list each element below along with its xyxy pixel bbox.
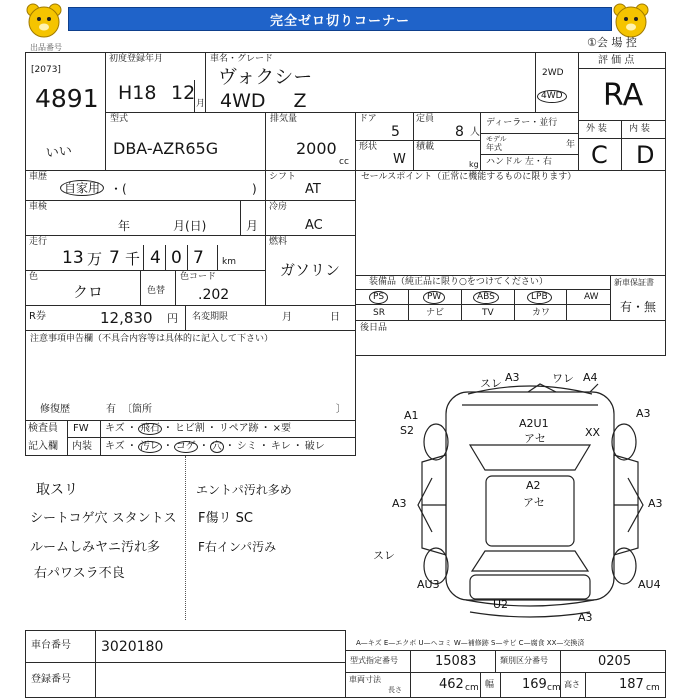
shift-label: シフト: [269, 172, 297, 182]
grid-line: [100, 420, 101, 456]
later-items-cell: [355, 320, 666, 356]
damage-label: S2: [400, 424, 414, 437]
history-rest: ・(: [110, 182, 127, 196]
grid-line: [143, 245, 144, 271]
aircon-value: AC: [305, 218, 323, 233]
separator: ・: [162, 441, 173, 452]
mileage-unit: km: [222, 257, 236, 267]
score-label: 評 価 点: [598, 55, 635, 66]
length-unit: cm: [465, 683, 479, 693]
handle-label: ハンドル 左・右: [486, 157, 552, 167]
damage-label: A3: [648, 497, 663, 510]
grid-line: [355, 289, 611, 290]
fw-item: キズ: [105, 423, 125, 434]
length-value: 462: [439, 677, 464, 692]
damage-label: U2: [493, 598, 509, 611]
fw-item: ヒビ割: [174, 423, 205, 434]
mileage-digit: 7: [193, 248, 204, 268]
grid-line: [514, 289, 515, 321]
name-change-label: 名変期限: [192, 312, 229, 322]
shape-value: W: [393, 152, 406, 167]
model-year-sublabel: 年式: [486, 143, 502, 152]
registration-month-unit: 月: [196, 99, 206, 109]
repair-history-close: 〕: [336, 404, 346, 415]
equipment-ps: PS: [369, 291, 388, 304]
windshield: [470, 445, 590, 470]
damage-label: A3: [636, 407, 651, 420]
lot-label: 出品番号: [30, 43, 62, 52]
repair-history-label: 修復歴: [40, 404, 70, 415]
rear-window: [472, 551, 588, 571]
grid-line: [480, 154, 579, 155]
mileage-digit: 7: [109, 248, 120, 268]
damage-mark: [590, 384, 598, 392]
capacity-unit: 人: [470, 127, 480, 138]
separator: ・: [258, 441, 269, 452]
inspection-cell: [25, 200, 266, 236]
lot-number: 4891: [35, 84, 99, 113]
grid-line: [355, 140, 481, 141]
length-label: 長さ: [388, 686, 402, 694]
damage-mark: [528, 384, 556, 392]
mileage-digit: 13: [62, 248, 84, 268]
grid-line: [413, 112, 414, 171]
drive-2wd: 2WD: [542, 68, 564, 78]
shift-value: AT: [305, 182, 321, 197]
drive-4wd: 4WD: [537, 90, 567, 103]
rear-hatch: [470, 575, 590, 599]
notes-label: 注意事項申告欄（不具合内容等は具体的に記入して下さい）: [30, 334, 274, 344]
grid-line: [461, 289, 462, 321]
separator: ・: [198, 441, 209, 452]
history-label: 車歴: [29, 172, 48, 182]
grid-line: [140, 270, 141, 306]
interior-item: キレ: [270, 441, 291, 452]
inspector-label: 検査員: [28, 423, 58, 434]
dealer-label: ディーラー・並行: [486, 118, 558, 128]
warranty-value: 有・無: [620, 300, 657, 314]
interior-item: キズ: [105, 441, 125, 452]
damage-label: XX: [585, 426, 601, 439]
interior-grade: D: [636, 141, 655, 169]
drive-cell: [535, 52, 579, 113]
exterior-grade: C: [591, 141, 608, 169]
interior-item: 穴: [211, 441, 222, 452]
recycle-amount: 12,830: [100, 309, 153, 327]
door-count: 5: [391, 124, 400, 140]
damage-label: A4: [583, 371, 598, 384]
car-name-label: 車名・グレード: [210, 54, 274, 64]
height-label: 高さ: [564, 680, 580, 689]
fuel-value: ガソリン: [280, 261, 341, 279]
equipment-aw: AW: [584, 292, 599, 302]
chassis-label: 車台番号: [31, 640, 71, 651]
model-value: DBA-AZR65G: [113, 139, 219, 158]
equipment-lpb: LPB: [527, 291, 552, 304]
car-name: ヴォクシー: [218, 66, 313, 88]
history-close: ): [252, 182, 257, 196]
recycle-unit: 円: [167, 312, 178, 325]
grid-line: [621, 120, 622, 171]
equipment-pw: PW: [423, 291, 445, 304]
equipment-abs: ABS: [473, 291, 499, 304]
grid-line: [578, 138, 666, 139]
grid-line: [67, 420, 68, 456]
mileage-digit: 0: [171, 248, 182, 268]
mileage-label: 走行: [29, 237, 48, 247]
wheel-rear-right: [612, 548, 636, 584]
separator: ・: [126, 441, 137, 452]
equipment-label: 装備品（純正品に限り○をつけてください）: [369, 277, 548, 287]
rear-bumper: [466, 600, 594, 606]
damage-label: ワレ: [552, 372, 574, 385]
inspector-sublabel: 記入欄: [28, 441, 58, 452]
fw-label: FW: [73, 423, 89, 434]
history-private-use: 自家用: [60, 180, 104, 196]
equipment-navi: ナビ: [426, 308, 445, 318]
displacement-label: 排気量: [270, 114, 298, 124]
separator: ・: [260, 423, 271, 434]
capacity-label: 定員: [416, 114, 435, 124]
equipment-tv: TV: [482, 308, 494, 318]
damage-label: A2U1: [519, 417, 549, 430]
grid-line: [566, 289, 567, 321]
grid-line: [217, 245, 218, 271]
color-cell: [25, 270, 266, 306]
color-code: .202: [198, 287, 230, 303]
interior-item: 汚レ: [139, 441, 160, 452]
separator: ・: [162, 423, 173, 434]
handwritten-note: 右パワスラ不良: [34, 566, 125, 581]
damage-label: スレ: [480, 377, 502, 390]
model-year-label: モデル: [486, 135, 507, 143]
separator: ・: [206, 423, 217, 434]
grid-line: [240, 200, 241, 236]
chassis-number: 3020180: [101, 639, 164, 655]
plate-label: 登録番号: [31, 674, 71, 685]
grid-line: [187, 245, 188, 271]
inspection-year: 年: [118, 219, 131, 233]
handwritten-note: エントパ汚れ多め: [196, 483, 292, 497]
damage-label: AU4: [638, 578, 661, 591]
repair-history-yes: 有: [106, 404, 116, 415]
grid-line: [175, 270, 176, 306]
wheel-front-right: [612, 424, 636, 460]
equipment-leather: カワ: [532, 308, 551, 318]
fw-items: [104, 422, 292, 436]
grid-line: [355, 304, 611, 305]
interior-label: 内 装: [629, 124, 650, 134]
aircon-label: 冷房: [269, 202, 288, 212]
fw-item: リペア跡: [218, 423, 259, 434]
later-items-label: 後日品: [360, 323, 388, 333]
lot-mark: いい: [45, 143, 73, 162]
damage-label: A3: [392, 497, 407, 510]
warranty-label: 新車保証書: [614, 278, 654, 287]
wheel-front-left: [424, 424, 448, 460]
color-change-label: 色替: [147, 286, 166, 296]
registration-label: 初度登録年月: [109, 54, 164, 64]
damage-label: A3: [578, 611, 593, 624]
displacement-value: 2000: [296, 139, 337, 158]
category-value: 0205: [598, 654, 632, 669]
color-label: 色: [29, 272, 39, 282]
damage-legend: A—キズ E—エクボ U—ヘコミ W—補修跡 S—サビ C—腐食 XX—交換済: [356, 639, 585, 647]
interior-item: シミ: [236, 441, 257, 452]
height-unit: cm: [646, 683, 660, 693]
plate-value-cell: [95, 662, 346, 698]
shape-label: 形状: [359, 142, 378, 152]
color-value: クロ: [73, 283, 104, 301]
repair-history-place: 〔箇所: [122, 404, 152, 415]
damage-label: スレ: [373, 549, 395, 562]
width-label: 幅: [485, 680, 495, 690]
width-unit: cm: [547, 683, 561, 693]
separator: ・: [224, 441, 235, 452]
grid-line: [194, 80, 195, 113]
model-label: 型式: [110, 114, 129, 124]
handwritten-note: 取スリ: [36, 482, 78, 498]
interior-row-label: 内装: [72, 441, 92, 452]
type-designation-label: 型式指定番号: [350, 656, 398, 665]
height-value: 187: [619, 677, 644, 692]
displacement-unit: cc: [339, 157, 349, 167]
sales-point-label: セールスポイント（正常に機能するものに限ります）: [361, 172, 577, 182]
exterior-label: 外 装: [586, 124, 607, 134]
grid-line: [578, 120, 666, 121]
interior-item: 破レ: [304, 441, 325, 452]
grid-line: [480, 133, 579, 134]
interior-items: [104, 440, 326, 454]
registration-year: H18: [118, 82, 157, 104]
year-unit: 年: [566, 140, 576, 150]
dimensions-label: 車両寸法: [349, 675, 381, 684]
copy-label: ①会 場 控: [587, 36, 637, 49]
handwritten-note: F右インパ汚み: [198, 540, 277, 554]
name-change-day: 日: [330, 312, 340, 323]
mileage-digit: 千: [125, 250, 141, 268]
banner: [68, 7, 612, 31]
notes-divider: [185, 456, 186, 620]
damage-label: アセ: [523, 496, 545, 509]
damage-label: A2: [526, 479, 541, 492]
category-label: 類別区分番号: [500, 656, 548, 665]
damage-label: A1: [404, 409, 419, 422]
type-designation-value: 15083: [435, 654, 477, 669]
load-label: 積載: [416, 142, 435, 152]
lot-code: [2073]: [31, 65, 61, 75]
fw-item: ×要: [272, 423, 292, 434]
banner-title: 完全ゼロ切りコーナー: [269, 13, 410, 29]
separator: ・: [126, 423, 137, 434]
recycle-label: R券: [29, 311, 46, 322]
bear-mascot-icon: [24, 1, 64, 39]
grid-line: [408, 289, 409, 321]
registration-month: 12: [171, 82, 196, 104]
damage-label: アセ: [524, 432, 546, 445]
capacity-value: 8: [455, 124, 464, 140]
inspection-month-day: 月(日): [173, 219, 207, 233]
damage-label: A3: [505, 371, 520, 384]
inspection-month: 月: [246, 219, 259, 233]
load-unit: kg: [469, 160, 479, 169]
handwritten-note: シートコゲ穴 スタントス: [30, 511, 177, 526]
inspection-label: 車検: [29, 202, 48, 212]
handwritten-note: ルームしみヤニ汚れ多: [30, 540, 161, 555]
mileage-digit: 4: [150, 248, 161, 268]
damage-mark: [470, 612, 590, 617]
equipment-sr: SR: [373, 308, 385, 318]
fw-item: 飛石: [139, 423, 160, 434]
bear-mascot-icon: [611, 1, 651, 39]
grid-line: [67, 437, 356, 438]
width-value: 169: [522, 677, 547, 692]
grid-line: [165, 245, 166, 271]
door-label: ドア: [359, 114, 377, 124]
name-change-month: 月: [282, 312, 292, 323]
separator: ・: [292, 441, 303, 452]
damage-label: AU3: [417, 578, 440, 591]
score-value: RA: [603, 78, 644, 113]
fuel-label: 燃料: [269, 237, 288, 247]
handwritten-note: F傷リ SC: [198, 511, 253, 526]
car-grade: 4WD Z: [220, 90, 307, 112]
color-code-label: 色コード: [180, 272, 217, 282]
car-damage-diagram: [360, 368, 665, 623]
sales-point-cell: [355, 170, 666, 276]
grid-line: [578, 68, 666, 69]
interior-item: コゲ: [175, 441, 196, 452]
mileage-digit: 万: [87, 250, 103, 268]
